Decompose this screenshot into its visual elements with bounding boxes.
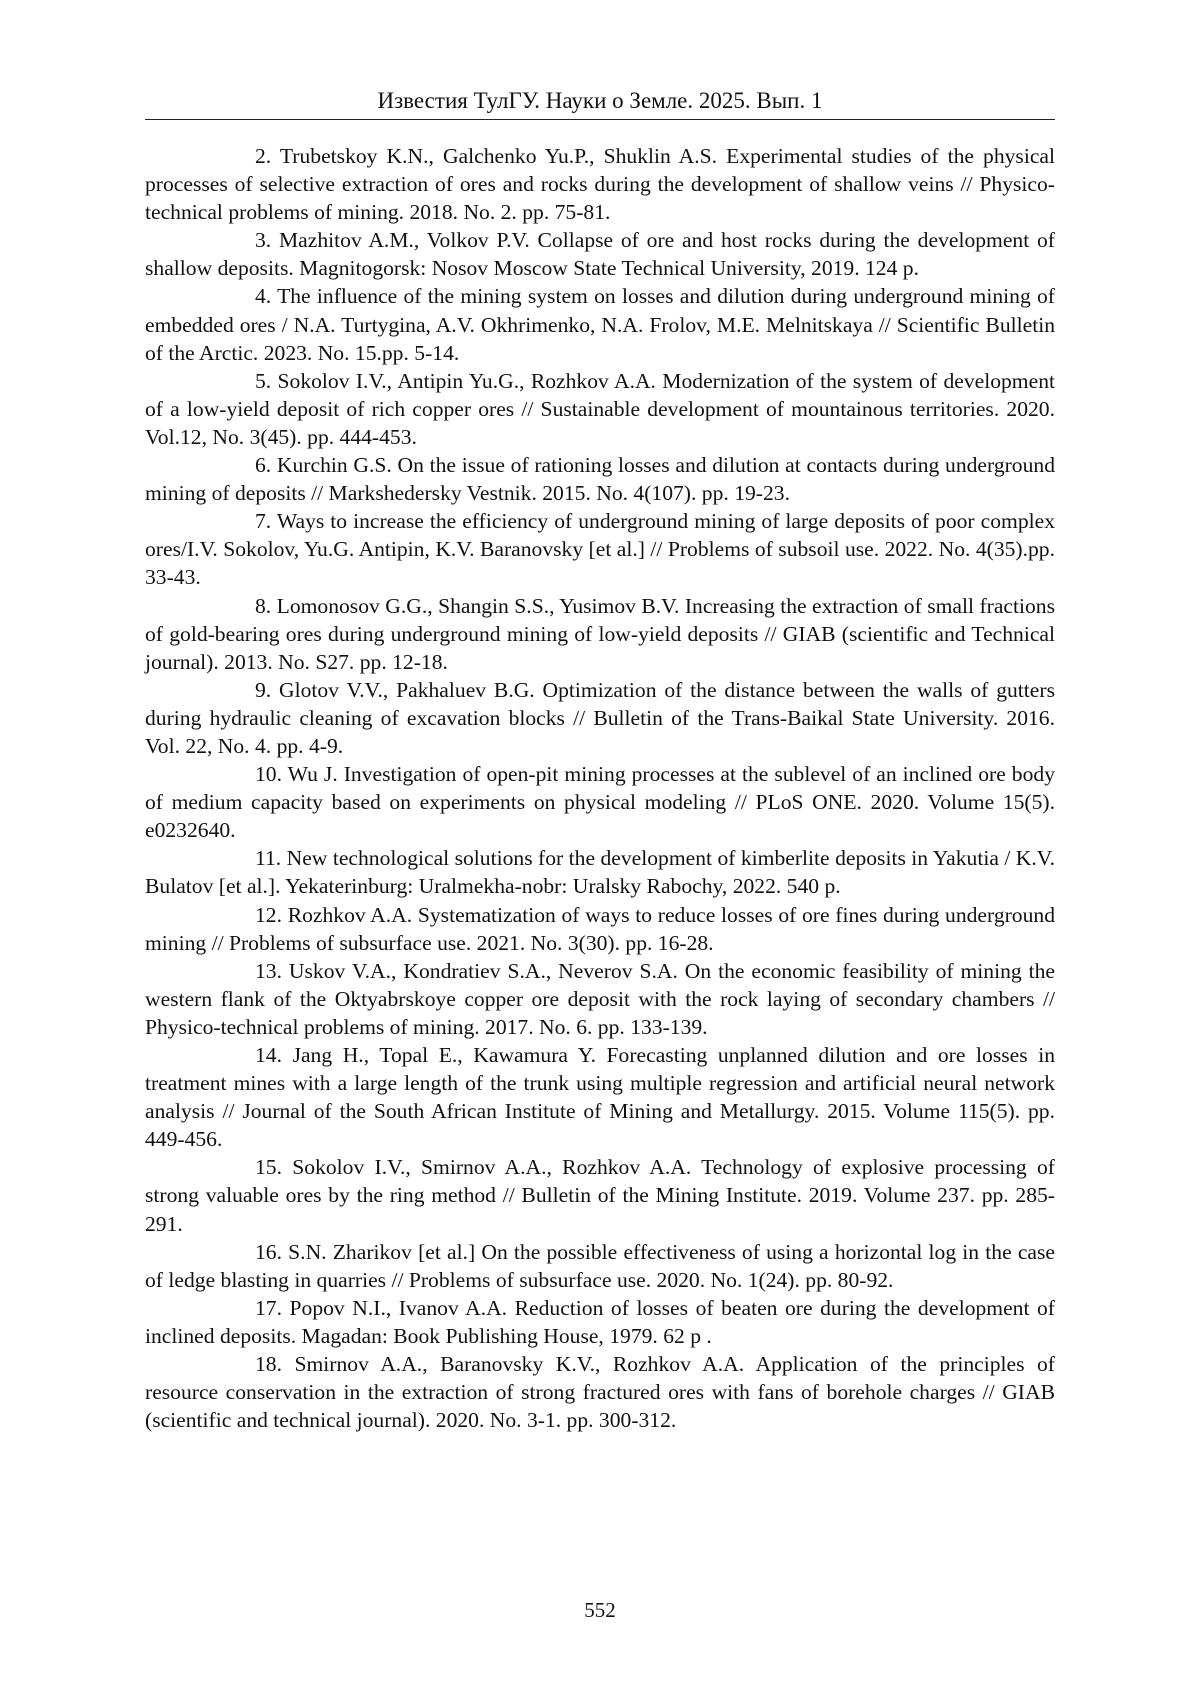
reference-item-2: 2. Trubetskoy K.N., Galchenko Yu.P., Shuklin A.S. Experimental studies of the physical processes of selective extraction of ores and rocks during the development of shallow veins // Physico-technical problems of mining. 2018. No. 2. pp. 75-81.	[145, 144, 1055, 225]
reference-item-16: 16. S.N. Zharikov [et al.] On the possible effectiveness of using a horizontal log in the case of ledge blasting in quarries // Problems of subsurface use. 2020. No. 1(24). pp. 80-92.	[145, 1239, 1055, 1292]
reference-item-3: 3. Mazhitov A.M., Volkov P.V. Collapse of ore and host rocks during the development of shallow deposits. Magnitogorsk: Nosov Moscow State Technical University, 2019. 124 p.	[145, 228, 1055, 281]
reference-item-13: 13. Uskov V.A., Kondratiev S.A., Neverov S.A. On the economic feasibility of mining the western flank of the Oktyabrskoye copper ore deposit with the rock laying of secondary chambers // Physico-technical problems of mining. 2017. No. 6. pp. 133-139.	[145, 958, 1055, 1039]
reference-item-6: 6. Kurchin G.S. On the issue of rationing losses and dilution at contacts during underground mining of deposits // Markshedersky Vestnik. 2015. No. 4(107). pp. 19-23.	[145, 453, 1055, 506]
reference-item-9: 9. Glotov V.V., Pakhaluev B.G. Optimization of the distance between the walls of gutters during hydraulic cleaning of excavation blocks // Bulletin of the Trans-Baikal State University. 2016. Vol. 22, No. 4. pp. 4-9.	[145, 677, 1055, 758]
page-number: 552	[584, 1598, 616, 1622]
reference-item-14: 14. Jang H., Topal E., Kawamura Y. Forecasting unplanned dilution and ore losses in treatment mines with a large length of the trunk using multiple regression and artificial neural network analysis // Journal of the South African Institute of Mining and Metallurgy. 2015. Volume 115(5). pp. 449-456.	[145, 1043, 1055, 1152]
reference-list	[145, 142, 1055, 1434]
reference-item-18: 18. Smirnov A.A., Baranovsky K.V., Rozhkov A.A. Application of the principles of resource conservation in the extraction of strong fractured ores with fans of borehole charges // GIAB (scientific and technical journal). 2020. No. 3-1. pp. 300-312.	[145, 1352, 1055, 1433]
reference-item-10: 10. Wu J. Investigation of open-pit mining processes at the sublevel of an inclined ore body of medium capacity based on experiments on physical modeling // PLoS ONE. 2020. Volume 15(5). e0232640.	[145, 762, 1055, 843]
running-header: Известия ТулГУ. Науки о Земле. 2025. Вып. 1	[145, 86, 1055, 120]
reference-item-15: 15. Sokolov I.V., Smirnov A.A., Rozhkov A.A. Technology of explosive processing of strong valuable ores by the ring method // Bulletin of the Mining Institute. 2019. Volume 237. pp. 285-291.	[145, 1155, 1055, 1236]
reference-item-8: 8. Lomonosov G.G., Shangin S.S., Yusimov B.V. Increasing the extraction of small fractions of gold-bearing ores during underground mining of low-yield deposits // GIAB (scientific and Technical journal). 2013. No. S27. pp. 12-18.	[145, 593, 1055, 674]
reference-item-17: 17. Popov N.I., Ivanov A.A. Reduction of losses of beaten ore during the development of inclined deposits. Magadan: Book Publishing House, 1979. 62 p .	[145, 1295, 1055, 1348]
reference-item-5: 5. Sokolov I.V., Antipin Yu.G., Rozhkov A.A. Modernization of the system of development of a low-yield deposit of rich copper ores // Sustainable development of mountainous territories. 2020. Vol.12, No. 3(45). pp. 444-453.	[145, 368, 1055, 449]
reference-item-7: 7. Ways to increase the efficiency of underground mining of large deposits of poor complex ores/I.V. Sokolov, Yu.G. Antipin, K.V. Baranovsky [et al.] // Problems of subsoil use. 2022. No. 4(35).pp. 33-43.	[145, 509, 1055, 590]
reference-item-11: 11. New technological solutions for the development of kimberlite deposits in Yakutia / K.V. Bulatov [et al.]. Yekaterinburg: Uralmekha-nobr: Uralsky Rabochy, 2022. 540 p.	[145, 846, 1055, 899]
reference-item-4: 4. The influence of the mining system on losses and dilution during underground mining of embedded ores / N.A. Turtygina, A.V. Okhrimenko, N.A. Frolov, M.E. Melnitskaya // Scientific Bulletin of the Arctic. 2023. No. 15.pp. 5-14.	[145, 284, 1055, 365]
reference-item-12: 12. Rozhkov A.A. Systematization of ways to reduce losses of ore fines during underground mining // Problems of subsurface use. 2021. No. 3(30). pp. 16-28.	[145, 902, 1055, 955]
